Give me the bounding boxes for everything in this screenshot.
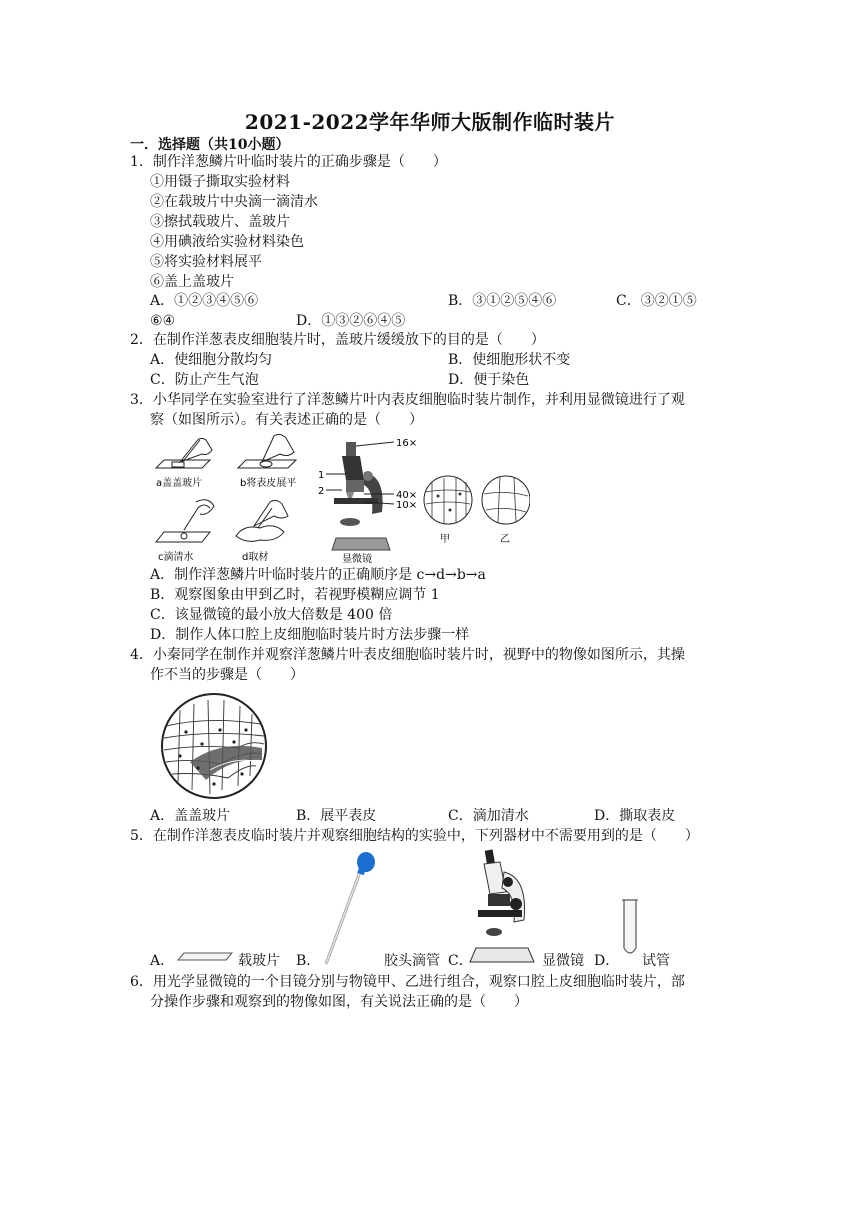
knob-1-label: 1 [318,470,325,481]
q6-stem-line1: 6．用光学显微镜的一个目镜分别与物镜甲、乙进行组合，观察口腔上皮细胞临时装片，部 [130,974,685,990]
q5-option-a-label: 载玻片 [238,953,280,969]
q1-option-b: B．③①②⑤④⑥ [448,293,557,309]
q3-option-d: D．制作人体口腔上皮细胞临时装片时方法步骤一样 [150,627,470,643]
q3-option-c: C．该显微镜的最小放大倍数是 400 倍 [150,607,393,623]
q2-option-b: B．使细胞形状不变 [448,352,571,368]
q2-stem: 2．在制作洋葱表皮细胞装片时，盖玻片缓缓放下的目的是（ ） [130,332,545,348]
dropper-illustration [320,850,380,968]
q1-option-d: D．①③②⑥④⑤ [296,313,406,329]
q4-field-of-view [150,690,278,802]
q1-option-a: A．①②③④⑤⑥ [150,293,259,309]
q1-step-5: ⑤将实验材料展平 [150,254,262,270]
microscope-caption: 显微镜 [342,554,372,564]
q1-option-c: C．③②①⑤ [616,293,697,309]
q6-stem-line2: 分操作步骤和观察到的物像如图，有关说法正确的是（ ） [150,994,528,1010]
field-jia [424,476,472,524]
step-d-illustration [236,500,288,541]
q1-step-6: ⑥盖上盖玻片 [150,274,234,290]
q2-option-a: A．使细胞分散均匀 [150,352,273,368]
q4-option-d: D．撕取表皮 [594,808,676,824]
knob-2-label: 2 [318,486,325,497]
q5-option-c-label: 显微镜 [542,953,584,969]
objective-10-label: 10× [396,500,418,511]
test-tube-illustration [618,898,642,960]
q1-option-c-cont: ⑥④ [150,313,176,329]
eyepiece-label: 16× [396,438,418,449]
section-heading: 一．选择题（共10小题） [130,137,290,153]
objective-40-label: 40× [396,490,418,501]
q5-option-c: C． [448,953,473,969]
q4-stem-line2: 作不当的步骤是（ ） [150,667,304,683]
q5-option-d: D． [594,953,620,969]
q4-option-a: A．盖盖玻片 [150,808,231,824]
q3-stem-line1: 3．小华同学在实验室进行了洋葱鳞片叶内表皮细胞临时装片制作，并利用显微镜进行了观 [130,392,685,408]
step-a-illustration [156,438,212,468]
microscope-photo [468,848,542,966]
q5-option-b: B． [296,953,321,969]
step-c-illustration [156,500,214,542]
q5-stem: 5．在制作洋葱表皮临时装片并观察细胞结构的实验中，下列器材中不需要用到的是（ ） [130,828,699,844]
q1-step-1: ①用镊子撕取实验材料 [150,174,290,190]
q1-step-3: ③擦拭载玻片、盖玻片 [150,214,290,230]
q4-option-b: B．展平表皮 [296,808,377,824]
step-d-caption: d取材 [242,552,269,563]
q5-option-a: A． [150,953,175,969]
slide-illustration [176,950,234,962]
q4-stem-line1: 4．小秦同学在制作并观察洋葱鳞片叶表皮细胞临时装片时，视野中的物像如图所示，其操 [130,647,685,663]
q5-option-d-label: 试管 [642,953,670,969]
step-b-illustration [238,434,296,468]
q3-option-b: B．观察图象由甲到乙时，若视野模糊应调节 1 [150,587,440,603]
q3-option-a: A．制作洋葱鳞片叶临时装片的正确顺序是 c→d→b→a [150,567,486,583]
field-yi [482,476,530,524]
field-yi-label: 乙 [500,534,510,545]
q1-step-2: ②在载玻片中央滴一滴清水 [150,194,318,210]
q4-option-c: C．滴加清水 [448,808,529,824]
step-b-caption: b将表皮展平 [240,478,297,489]
q3-figure [150,432,530,564]
q1-stem: 1．制作洋葱鳞片叶临时装片的正确步骤是（ ） [130,154,447,170]
field-jia-label: 甲 [440,534,450,545]
document-title: 2021-2022学年华师大版制作临时装片 [244,110,616,134]
microscope-illustration [326,442,394,550]
q3-stem-line2: 察（如图所示）。有关表述正确的是（ ） [150,412,423,428]
step-a-caption: a盖盖玻片 [156,478,203,489]
q2-option-c: C．防止产生气泡 [150,372,259,388]
q5-option-b-label: 胶头滴管 [384,953,440,969]
q1-step-4: ④用碘液给实验材料染色 [150,234,304,250]
q2-option-d: D．便于染色 [448,372,530,388]
step-c-caption: c滴清水 [158,552,194,563]
